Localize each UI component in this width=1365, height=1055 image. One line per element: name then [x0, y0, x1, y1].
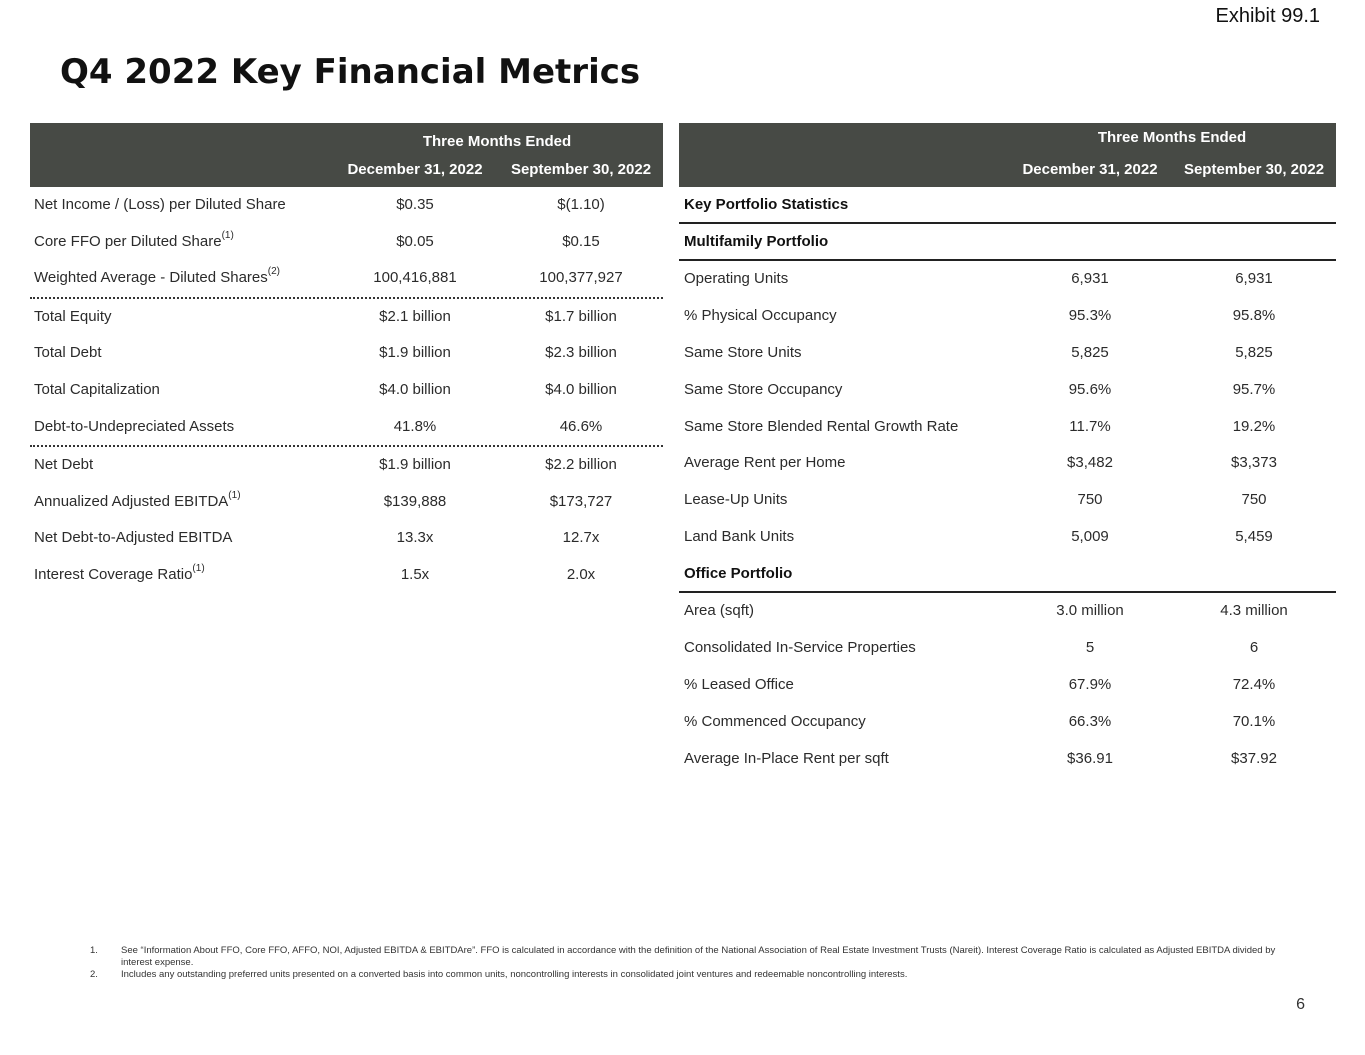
value-sep: $3,373 — [1231, 454, 1277, 472]
value-sep: 6 — [1249, 639, 1259, 657]
value-sep: 100,377,927 — [539, 269, 623, 287]
value-dec: 95.3% — [1068, 306, 1112, 324]
table-row — [30, 520, 663, 557]
value-dec: 750 — [1077, 491, 1103, 509]
value-sep: 12.7x — [562, 529, 600, 547]
table-row — [679, 667, 1336, 704]
table-row — [679, 630, 1336, 667]
value-dec: $0.35 — [396, 196, 434, 213]
value-dec: 1.5x — [400, 565, 430, 583]
value-dec: 41.8% — [393, 417, 437, 435]
value-dec: $4.0 billion — [379, 380, 451, 398]
footnote-ref: (2) — [267, 266, 280, 278]
value-dec: 5,009 — [1071, 528, 1109, 546]
value-sep: $2.3 billion — [545, 344, 617, 362]
page-title: Q4 2022 Key Financial Metrics — [60, 52, 641, 92]
row-label: Interest Coverage Ratio — [34, 565, 193, 583]
table-row — [30, 187, 663, 224]
row-label: % Physical Occupancy — [684, 306, 837, 324]
footnote-ref: (1) — [192, 562, 205, 574]
section-heading-row — [679, 224, 1336, 261]
row-label: Same Store Blended Rental Growth Rate — [684, 417, 959, 435]
footnote-text: See “Information About FFO, Core FFO, AFFO, NOI, Adjusted EBITDA & EBITDAre”. FFO is calculated in accordance with the definition of the National Association of Real Estate Investment Trusts (Nareit). Interest Coverage Ratio is calculated as Adjusted EBITDA divided by interest expense. — [121, 945, 1276, 968]
table-row — [30, 372, 663, 409]
value-sep: 5,825 — [1235, 343, 1273, 361]
page-number: 6 — [1296, 996, 1305, 1013]
row-label: Total Capitalization — [34, 380, 160, 398]
row-label: Land Bank Units — [684, 528, 795, 546]
value-sep: $(1.10) — [557, 196, 605, 213]
value-dec: 66.3% — [1068, 712, 1112, 730]
table-row — [30, 299, 663, 336]
value-dec: $2.1 billion — [379, 307, 451, 325]
row-label: Average In-Place Rent per sqft — [684, 749, 889, 767]
table-row — [679, 519, 1336, 556]
table-row — [679, 298, 1336, 335]
row-label-wrap — [34, 562, 205, 583]
value-sep: 750 — [1241, 491, 1267, 509]
row-label: Same Store Units — [684, 343, 802, 361]
value-sep: 95.7% — [1232, 380, 1276, 398]
footnote-ref: (1) — [228, 489, 241, 501]
value-dec: 95.6% — [1068, 380, 1112, 398]
value-sep: 4.3 million — [1220, 602, 1288, 620]
value-dec: 5,825 — [1071, 343, 1109, 361]
table-row — [679, 335, 1336, 372]
value-sep: 6,931 — [1235, 270, 1273, 287]
value-dec: $0.05 — [396, 232, 434, 250]
value-sep: 5,459 — [1235, 528, 1273, 546]
row-label: Core FFO per Diluted Share — [34, 232, 222, 250]
value-dec: 67.9% — [1068, 675, 1112, 693]
value-sep: 46.6% — [559, 417, 603, 435]
portfolio-statistics-table — [679, 123, 1336, 778]
column-group-header: Three Months Ended — [422, 133, 572, 150]
table-header — [679, 123, 1336, 187]
table-row — [30, 409, 663, 448]
row-label-wrap — [34, 489, 241, 510]
column-header-dec: December 31, 2022 — [1022, 161, 1158, 178]
row-label: Debt-to-Undepreciated Assets — [34, 417, 235, 435]
exhibit-label: Exhibit 99.1 — [1215, 5, 1320, 27]
section-heading-row — [679, 556, 1336, 593]
row-label: Weighted Average - Diluted Shares — [34, 269, 268, 287]
table-row — [679, 482, 1336, 519]
value-dec: $139,888 — [383, 492, 447, 510]
row-label: Net Debt — [34, 456, 94, 474]
table-row — [30, 447, 663, 484]
value-dec: $1.9 billion — [379, 344, 451, 362]
value-sep: 19.2% — [1232, 417, 1276, 435]
column-group-header: Three Months Ended — [1097, 129, 1247, 146]
column-header-sep: September 30, 2022 — [1183, 161, 1325, 178]
row-label: Operating Units — [684, 270, 789, 287]
section-heading-row — [679, 187, 1336, 224]
financial-metrics-table — [30, 123, 663, 594]
value-dec: $36.91 — [1067, 749, 1113, 767]
column-header-sep: September 30, 2022 — [510, 161, 652, 178]
column-header-dec: December 31, 2022 — [347, 161, 483, 178]
value-dec: 5 — [1085, 639, 1095, 657]
table-row — [30, 557, 663, 594]
footnote-text: Includes any outstanding preferred units presented on a converted basis into common units, noncontrolling interests in consolidated joint ventures and redeemable noncontrolling interests. — [121, 969, 908, 980]
value-dec: 11.7% — [1069, 417, 1111, 435]
row-label: Total Debt — [34, 344, 102, 362]
footnote — [90, 969, 1280, 981]
table-row — [679, 409, 1336, 446]
value-sep: $0.15 — [562, 232, 600, 250]
footnotes — [90, 945, 1280, 981]
footnote — [90, 945, 1280, 969]
value-sep: $4.0 billion — [545, 380, 617, 398]
value-dec: 100,416,881 — [373, 269, 457, 287]
table-row — [679, 445, 1336, 482]
row-label: Annualized Adjusted EBITDA — [34, 492, 229, 510]
value-dec: $1.9 billion — [379, 456, 451, 474]
value-sep: 72.4% — [1232, 675, 1276, 693]
table-row — [30, 260, 663, 299]
value-sep: $2.2 billion — [545, 456, 617, 474]
value-sep: 95.8% — [1232, 306, 1276, 324]
row-label: Consolidated In-Service Properties — [684, 639, 916, 657]
row-label: Same Store Occupancy — [684, 380, 843, 398]
row-label: Net Income / (Loss) per Diluted Share — [34, 196, 286, 213]
table-row — [679, 593, 1336, 630]
value-sep: 2.0x — [566, 565, 596, 583]
row-label: Lease-Up Units — [684, 491, 788, 509]
table-row — [679, 741, 1336, 778]
value-sep: $1.7 billion — [545, 307, 617, 325]
value-sep: 70.1% — [1232, 712, 1276, 730]
row-label: Total Equity — [34, 307, 112, 325]
row-label: Net Debt-to-Adjusted EBITDA — [34, 529, 233, 547]
table-row — [679, 704, 1336, 741]
value-dec: 3.0 million — [1056, 602, 1124, 620]
row-label-wrap — [34, 266, 280, 287]
value-dec: 6,931 — [1071, 270, 1109, 287]
row-label-wrap — [34, 229, 234, 250]
value-dec: 13.3x — [396, 529, 434, 547]
table-row — [30, 335, 663, 372]
table-row — [30, 224, 663, 261]
row-label: Office Portfolio — [684, 565, 793, 583]
table-row — [679, 261, 1336, 298]
row-label: Area (sqft) — [684, 602, 755, 620]
value-dec: $3,482 — [1067, 454, 1113, 472]
table-row — [679, 372, 1336, 409]
footnote-number: 1. — [90, 945, 98, 956]
table-header — [30, 123, 663, 187]
footnote-number: 2. — [90, 969, 98, 980]
row-label: % Leased Office — [684, 675, 794, 693]
row-label: Multifamily Portfolio — [684, 233, 829, 250]
table-row — [30, 484, 663, 521]
footnote-ref: (1) — [221, 229, 234, 241]
value-sep: $37.92 — [1231, 749, 1277, 767]
row-label: Average Rent per Home — [684, 454, 846, 472]
value-sep: $173,727 — [549, 492, 613, 510]
row-label: % Commenced Occupancy — [684, 712, 866, 730]
row-label: Key Portfolio Statistics — [684, 196, 849, 213]
